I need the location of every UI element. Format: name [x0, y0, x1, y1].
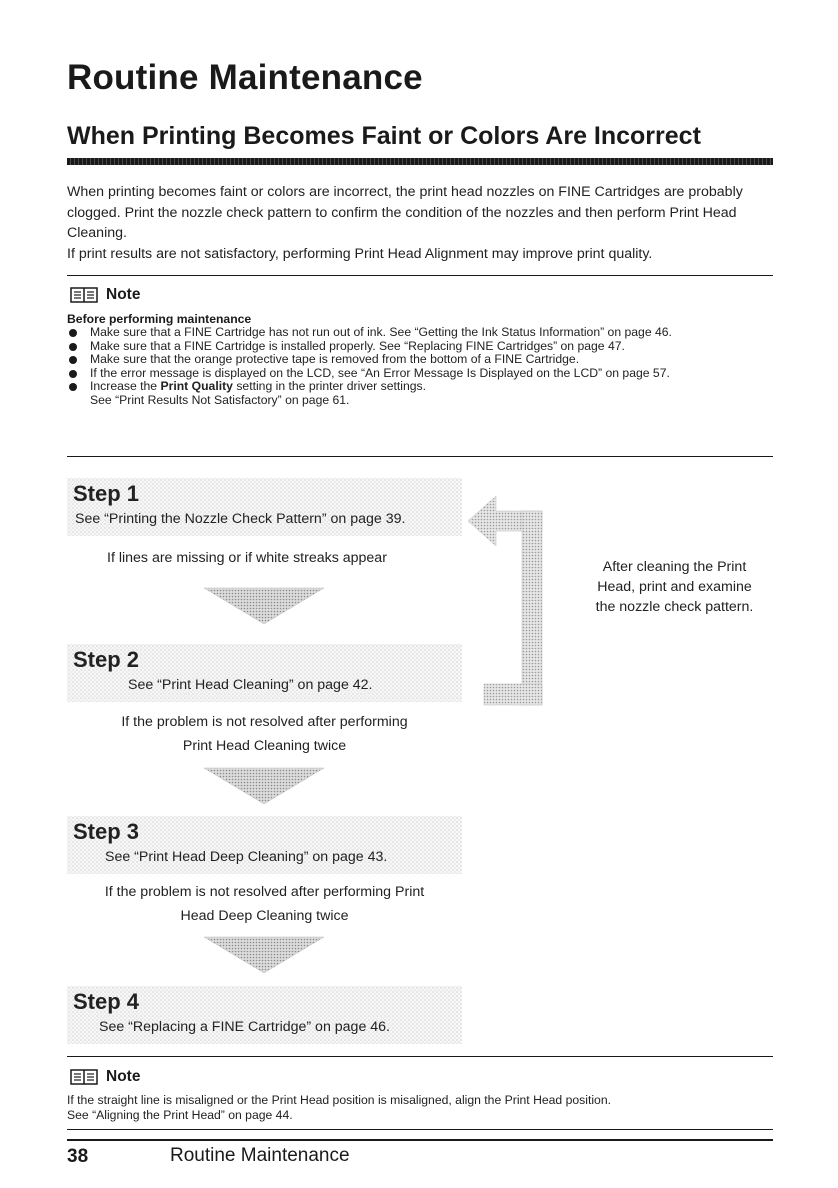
- note2-line: If the straight line is misaligned or the Print Head position is misaligned, align the Print Head position.: [67, 1093, 611, 1107]
- note2-bottom-rule: [67, 1129, 773, 1130]
- note-item-text: setting in the printer driver settings.: [232, 379, 426, 394]
- side-note-line: the nozzle check pattern.: [595, 599, 754, 615]
- note-book-icon: [70, 1069, 98, 1085]
- loop-back-arrow-icon: [468, 494, 550, 706]
- step-2-reference[interactable]: See “Print Head Cleaning” on page 42.: [128, 677, 373, 693]
- step-4-label: Step 4: [73, 989, 140, 1014]
- step-1-reference[interactable]: See “Printing the Nozzle Check Pattern” on page 39.: [75, 511, 406, 527]
- step-1-box: [67, 478, 462, 536]
- note-list-item: Make sure that the orange protective tape is removed from the bottom of a FINE Cartridge.: [67, 353, 773, 367]
- note-top-rule: [67, 275, 773, 276]
- step-4-box: [67, 986, 462, 1044]
- step-1-label: Step 1: [73, 481, 140, 506]
- page-number: 38: [67, 1146, 89, 1167]
- condition-1: If lines are missing or if white streaks appear: [107, 550, 387, 566]
- footer-rule: [67, 1139, 773, 1141]
- note-list-item: [67, 380, 773, 394]
- step-3-reference[interactable]: See “Print Head Deep Cleaning” on page 43.: [105, 849, 388, 865]
- note-list-item: If the error message is displayed on the LCD, see “An Error Message Is Displayed on the LCD” on page 57.: [67, 367, 773, 381]
- intro-paragraph-1: When printing becomes faint or colors are incorrect, the print head nozzles on FINE Cartridges are probably clogged. Print the nozzle check pattern to confirm the condition of the nozzles and then perform Print Head Cleaning.: [67, 184, 743, 241]
- note2-heading-label: Note: [106, 1068, 141, 1085]
- note-item-text: Increase the: [90, 379, 161, 394]
- page-title: Routine Maintenance: [67, 58, 423, 97]
- step-4-reference[interactable]: See “Replacing a FINE Cartridge” on page 46.: [99, 1019, 391, 1035]
- section-title: When Printing Becomes Faint or Colors Are Incorrect: [67, 122, 701, 150]
- note-list-item: Make sure that a FINE Cartridge is installed properly. See “Replacing FINE Cartridges” on page 47.: [67, 340, 773, 354]
- note-subheading: Before performing maintenance: [67, 312, 252, 326]
- note2-heading: [70, 1068, 140, 1086]
- step-3-box: [67, 816, 462, 874]
- note-list-item-continuation: See “Print Results Not Satisfactory” on page 61.: [90, 392, 350, 407]
- side-note-line: After cleaning the Print: [602, 559, 747, 575]
- note-heading: [70, 286, 140, 304]
- step-3-label: Step 3: [73, 819, 140, 844]
- note2-top-rule: [67, 1056, 773, 1057]
- side-note-line: Head, print and examine: [597, 579, 752, 595]
- intro-paragraph-2: If print results are not satisfactory, performing Print Head Alignment may improve print quality.: [67, 246, 653, 262]
- down-arrow-icon: [204, 586, 324, 626]
- note-book-icon: [70, 287, 98, 303]
- down-arrow-icon: [204, 935, 324, 975]
- step-2-label: Step 2: [73, 647, 140, 672]
- note2-line: See “Aligning the Print Head” on page 44.: [67, 1108, 293, 1122]
- note-bottom-rule: [67, 456, 773, 457]
- note-list: [67, 326, 773, 408]
- title-rule: [67, 158, 773, 165]
- side-note: [572, 557, 777, 617]
- footer-section-title: Routine Maintenance: [170, 1145, 350, 1166]
- note2-body: [67, 1093, 773, 1123]
- condition-3-line-2: Head Deep Cleaning twice: [180, 908, 349, 924]
- step-2-box: [67, 644, 462, 702]
- note-list-item: Make sure that a FINE Cartridge has not run out of ink. See “Getting the Ink Status Information” on page 46.: [67, 326, 773, 340]
- condition-2-line-1: If the problem is not resolved after performing: [121, 714, 408, 730]
- condition-3-line-1: If the problem is not resolved after performing Print: [104, 884, 425, 900]
- note-item-bold: Print Quality: [160, 379, 233, 394]
- condition-2-line-2: Print Head Cleaning twice: [182, 738, 347, 754]
- down-arrow-icon: [204, 766, 324, 806]
- note-heading-label: Note: [106, 286, 141, 303]
